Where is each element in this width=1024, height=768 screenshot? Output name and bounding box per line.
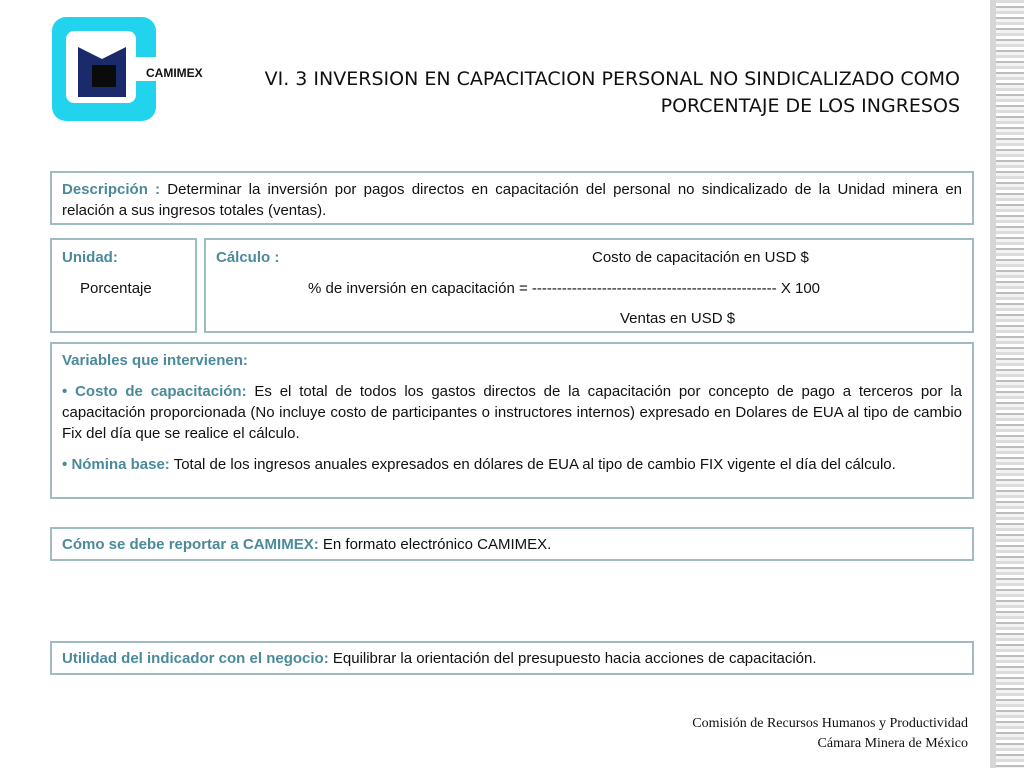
variable-name-payroll: Nómina base: xyxy=(71,456,170,473)
calculation-denominator: Ventas en USD $ xyxy=(620,310,736,327)
description-text: Determinar la inversión por pagos directos en capacitación del personal no sindicalizado de la Unidad minera en relación a sus ingresos totales (ventas). xyxy=(62,181,963,219)
camimex-logo xyxy=(52,17,156,121)
calculation-formula: % de inversión en capacitación = ------------------------------------------------- X 100 xyxy=(308,280,821,297)
footer xyxy=(692,714,968,754)
calculation-numerator: Costo de capacitación en USD $ xyxy=(592,249,809,266)
unit-value: Porcentaje xyxy=(80,280,152,297)
calculation-box xyxy=(204,238,974,333)
utility-label: Utilidad del indicador con el negocio: xyxy=(62,650,329,667)
unit-label: Unidad: xyxy=(62,249,118,266)
utility-box xyxy=(50,641,974,675)
page-title: VI. 3 INVERSION EN CAPACITACION PERSONAL NO SINDICALIZADO COMO PORCENTAJE DE LOS INGRESOS xyxy=(264,68,960,117)
variable-item-payroll: • Nómina base: Total de los ingresos anuales expresados en dólares de EUA al tipo de cambio FIX vigente el día del cálculo. xyxy=(62,456,896,473)
report-label: Cómo se debe reportar a CAMIMEX: xyxy=(62,536,319,553)
utility-text: Equilibrar la orientación del presupuesto hacia acciones de capacitación. xyxy=(332,650,817,667)
footer-line2: Cámara Minera de México xyxy=(817,736,968,751)
decorative-border-strip xyxy=(990,0,1024,768)
report-text: En formato electrónico CAMIMEX. xyxy=(322,536,552,553)
logo-text: CAMIMEX xyxy=(146,66,203,80)
variable-text-payroll: Total de los ingresos anuales expresados en dólares de EUA al tipo de cambio FIX vigente el día del cálculo. xyxy=(173,456,896,473)
variables-label: Variables que intervienen: xyxy=(62,352,248,369)
unit-box xyxy=(50,238,197,333)
variable-name-cost: Costo de capacitación: xyxy=(75,383,247,400)
description-box xyxy=(50,171,974,225)
variables-box xyxy=(50,342,974,499)
variable-item-cost: • Costo de capacitación: Es el total de todos los gastos directos de la capacitación por concepto de pago a terceros por la capacitación proporcionada (No incluye costo de participantes o instructores internos) expresado en Dolares de EUA al tipo de cambio Fix del día que se realice el cálculo. xyxy=(62,383,963,442)
report-box xyxy=(50,527,974,561)
calculation-label: Cálculo : xyxy=(216,249,280,266)
variable-text-cost: Es el total de todos los gastos directos de la capacitación por concepto de pago a terceros por la capacitación proporcionada (No incluye costo de participantes o instructores internos) expresado en Dolares de EUA al tipo de cambio Fix del día que se realice el cálculo. xyxy=(62,383,963,442)
description-label: Descripción : xyxy=(62,181,161,198)
footer-line1: Comisión de Recursos Humanos y Productividad xyxy=(692,716,968,731)
